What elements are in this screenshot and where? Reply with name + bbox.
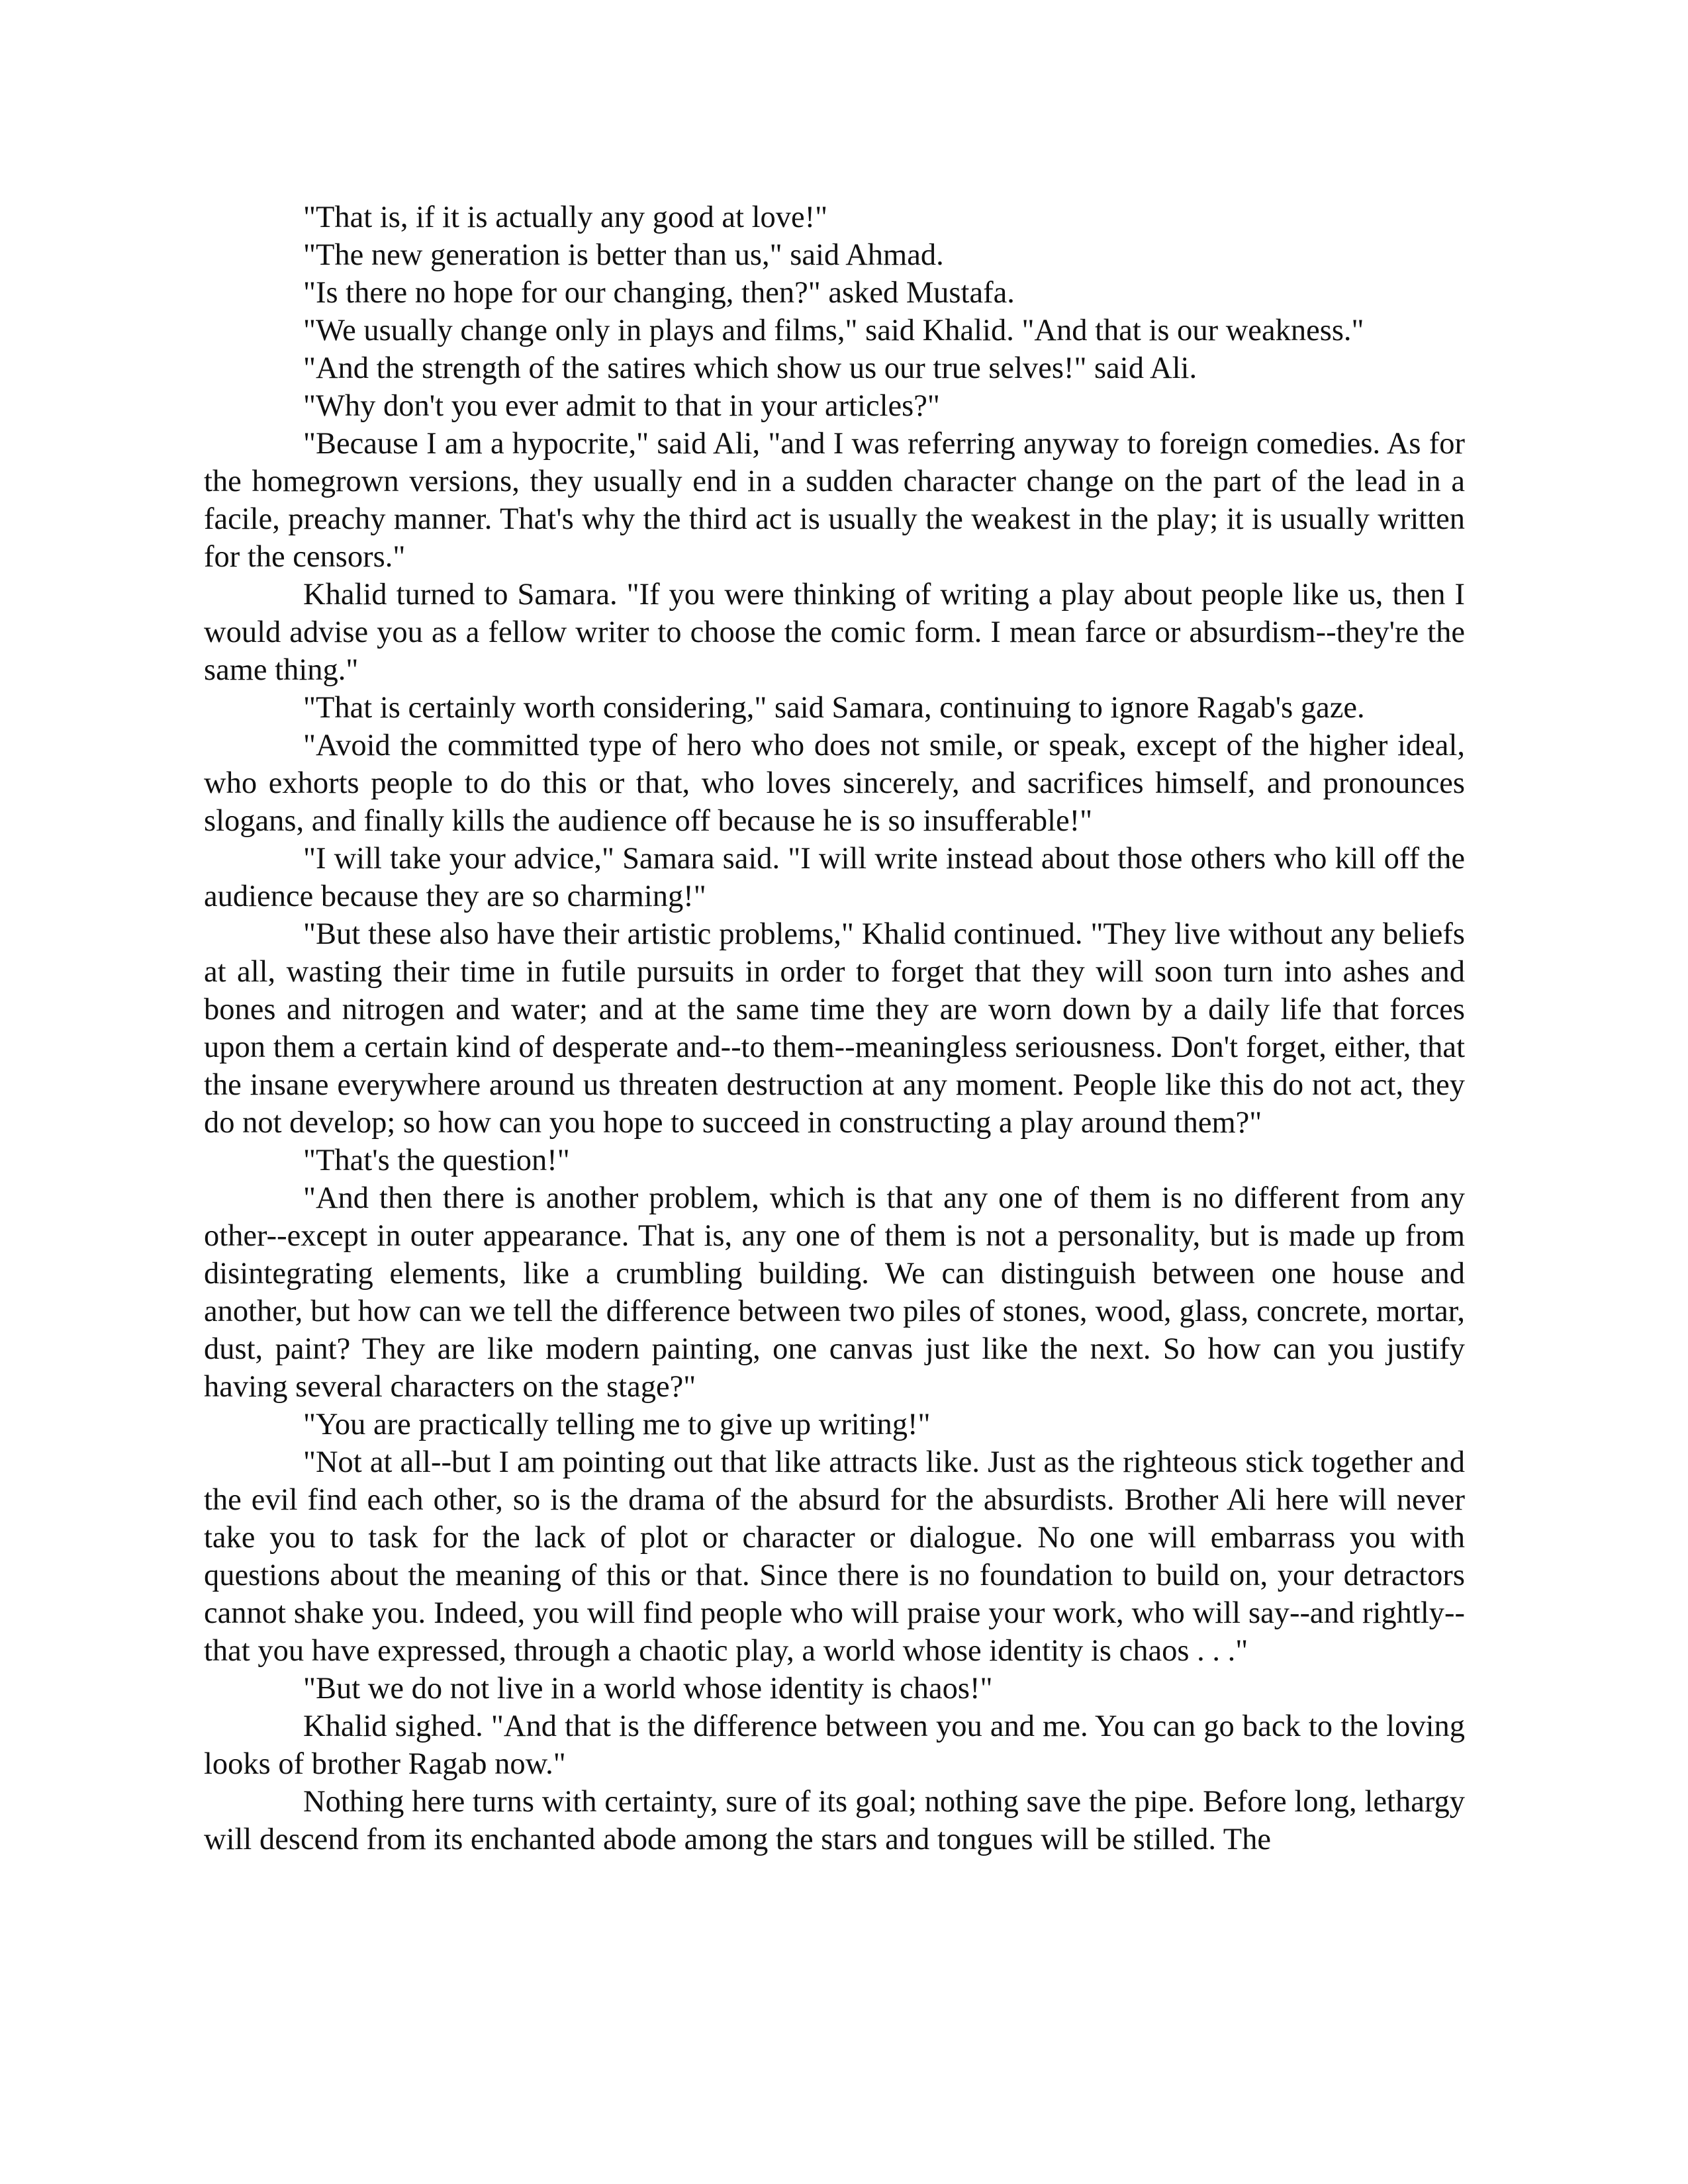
paragraph: "But these also have their artistic problems," Khalid continued. "They live without any beliefs at all, wasting their time in futile pursuits in order to forget that they will soon turn into ashes and bones and nitrogen and water; and at the same time they are worn down by a daily life that forces upon them a certain kind of desperate and--to them--meaningless seriousness. Don't forget, either, that the insane everywhere around us threaten destruction at any moment. People like this do not act, they do not develop; so how can you hope to succeed in constructing a play around them?": [204, 917, 1465, 1140]
paragraph: "You are practically telling me to give up writing!": [303, 1408, 931, 1441]
paragraph: "That is certainly worth considering," said Samara, continuing to ignore Ragab's gaze.: [303, 691, 1365, 725]
paragraph: "And then there is another problem, which is that any one of them is no different from any other--except in outer appearance. That is, any one of them is not a personality, but is made up from disintegrating elements, like a crumbling building. We can distinguish between one house and another, but how can we tell the difference between two piles of stones, wood, glass, concrete, mortar, dust, paint? They are like modern painting, one canvas just like the next. So how can you justify having several characters on the stage?": [204, 1181, 1465, 1404]
paragraph: "I will take your advice," Samara said. "I will write instead about those others who kill off the audience because they are so charming!": [204, 842, 1465, 913]
paragraph: Khalid sighed. "And that is the difference between you and me. You can go back to the loving looks of brother Ragab now.": [204, 1709, 1465, 1781]
paragraph: "But we do not live in a world whose identity is chaos!": [303, 1672, 993, 1706]
body-text: [204, 199, 1465, 1858]
paragraph: "Avoid the committed type of hero who does not smile, or speak, except of the higher ideal, who exhorts people to do this or that, who loves sincerely, and sacrifices himself, and pronounces slogans, and finally kills the audience off because he is so insufferable!": [204, 729, 1465, 838]
paragraph: Khalid turned to Samara. "If you were thinking of writing a play about people like us, then I would advise you as a fellow writer to choose the comic form. I mean farce or absurdism--they're the same thing.": [204, 578, 1465, 687]
paragraph: "That's the question!": [303, 1144, 570, 1177]
paragraph: "Because I am a hypocrite," said Ali, "and I was referring anyway to foreign comedies. As for the homegrown versions, they usually end in a sudden character change on the part of the lead in a facile, preachy manner. That's why the third act is usually the weakest in the play; it is usually written for the censors.": [204, 427, 1465, 574]
paragraph: "The new generation is better than us," said Ahmad.: [303, 238, 944, 272]
paragraph: "Why don't you ever admit to that in your articles?": [303, 389, 940, 423]
paragraph: Nothing here turns with certainty, sure of its goal; nothing save the pipe. Before long, lethargy will descend from its enchanted abode among the stars and tongues will be stilled. The: [204, 1785, 1465, 1856]
paragraph: "Not at all--but I am pointing out that like attracts like. Just as the righteous stick together and the evil find each other, so is the drama of the absurd for the absurdists. Brother Ali here will never take you to task for the lack of plot or character or dialogue. No one will embarrass you with questions about the meaning of this or that. Since there is no foundation to build on, your detractors cannot shake you. Indeed, you will find people who will praise your work, who will say--and rightly--that you have expressed, through a chaotic play, a world whose identity is chaos . . .": [204, 1445, 1465, 1668]
paragraph: "That is, if it is actually any good at love!": [303, 201, 828, 234]
paragraph: "Is there no hope for our changing, then?" asked Mustafa.: [303, 276, 1015, 310]
paragraph: "We usually change only in plays and films," said Khalid. "And that is our weakness.": [303, 314, 1364, 347]
paragraph: "And the strength of the satires which show us our true selves!" said Ali.: [303, 351, 1197, 385]
